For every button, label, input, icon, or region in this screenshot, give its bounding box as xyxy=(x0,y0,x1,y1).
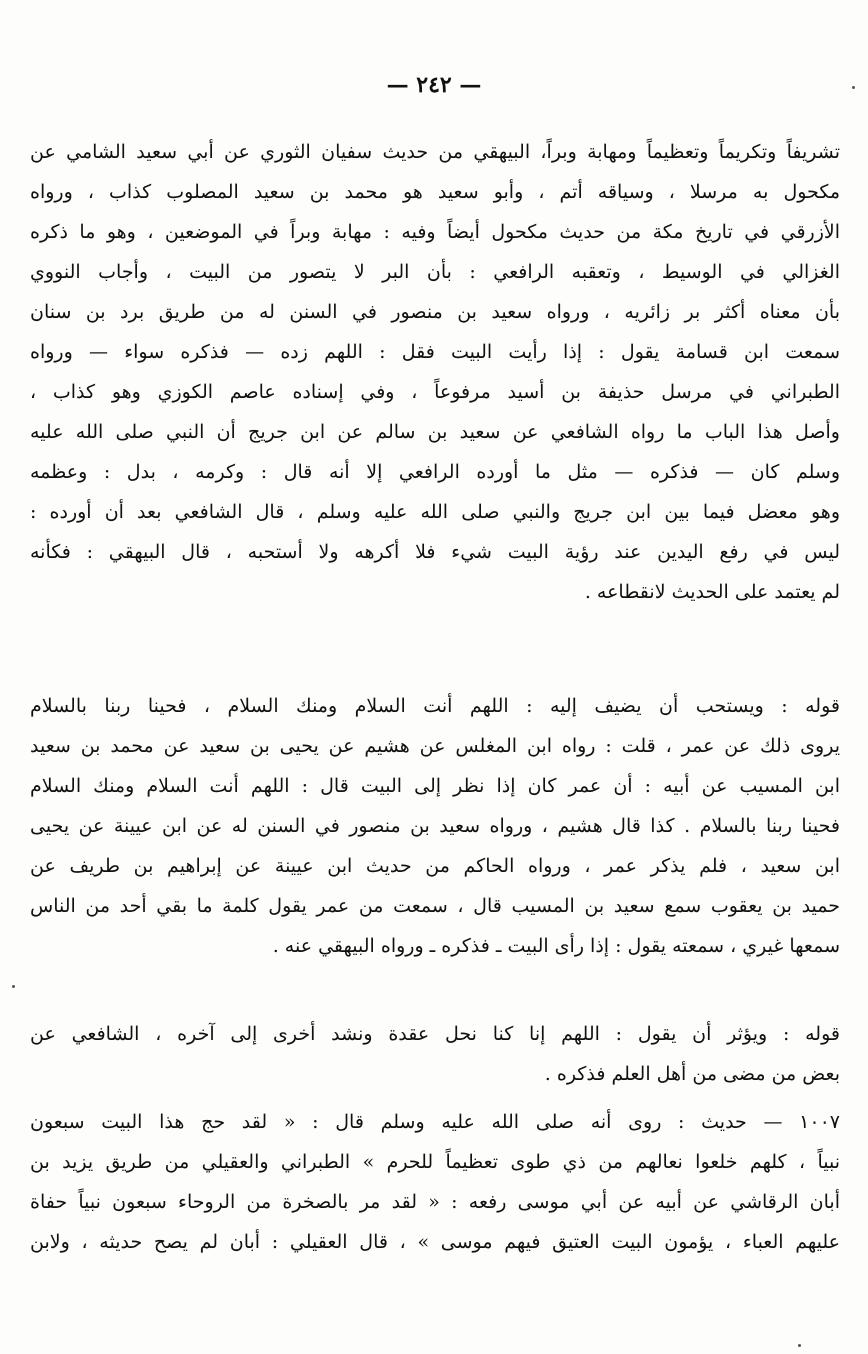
paragraph-1 xyxy=(30,132,840,612)
text-line: بعض من مضى من أهل العلم فذكره . xyxy=(544,1063,840,1085)
text-line: ١٠٠٧ — حديث : روى أنه صلى الله عليه وسلم قال : « لقد حج هذا البيت سبعون xyxy=(30,1111,840,1133)
paragraph-3 xyxy=(30,1014,840,1094)
text-line: وأصل هذا الباب ما رواه الشافعي عن سعيد بن سالم عن ابن جريج أن النبي صلى الله عليه xyxy=(30,421,840,443)
text-line: بأن معناه أكثر بر زائريه ، ورواه سعيد بن منصور في السنن له من طريق برد بن سنان xyxy=(30,301,840,323)
text-line: وسلم كان — فذكره — مثل ما أورده الرافعي إلا أنه قال : وكرمه ، بدل : وعظمه xyxy=(30,461,840,483)
text-line: ليس في رفع اليدين عند رؤية البيت شيء فلا أكرهه ولا أستحبه ، قال البيهقي : فكأنه xyxy=(30,541,840,563)
text-line: ابن المسيب عن أبيه : أن عمر كان إذا نظر إلى البيت قال : اللهم أنت السلام ومنك السلام xyxy=(30,775,840,797)
text-line: وهو معضل فيما بين ابن جريج والنبي صلى الله عليه وسلم ، قال الشافعي بعد أن أورده : xyxy=(30,501,840,523)
text-line: الطبراني في مرسل حذيفة بن أسيد مرفوعاً ، وفي إسناده عاصم الكوزي وهو كذاب ، xyxy=(30,381,840,403)
text-line: نبياً ، كلهم خلعوا نعالهم من ذي طوى تعظيماً للحرم » الطبراني والعقيلي من طريق يزيد بن xyxy=(30,1151,840,1173)
text-line: يروى ذلك عن عمر ، قلت : رواه ابن المغلس عن هشيم عن يحيى بن سعيد عن محمد بن سعيد xyxy=(30,735,840,757)
text-line: مكحول به مرسلا ، وسياقه أتم ، وأبو سعيد هو محمد بن سعيد المصلوب كذاب ، ورواه xyxy=(30,181,840,203)
text-line: لم يعتمد على الحديث لانقطاعه . xyxy=(584,581,840,603)
text-line: قوله : ويؤثر أن يقول : اللهم إنا كنا نحل عقدة ونشد أخرى إلى آخره ، الشافعي عن xyxy=(30,1023,840,1045)
text-line: تشريفاً وتكريماً وتعظيماً ومهابة وبراً، البيهقي من حديث سفيان الثوري عن أبي سعيد الشامي عن xyxy=(30,141,840,163)
text-line: أبان الرقاشي عن أبيه عن أبي موسى رفعه : « لقد مر بالصخرة من الروحاء سبعون نبياً حفاة xyxy=(30,1191,840,1213)
text-line: سمعت ابن قسامة يقول : إذا رأيت البيت فقل : اللهم زده — فذكره سواء — ورواه xyxy=(30,341,840,363)
text-line: حميد بن يعقوب سمع سعيد بن المسيب قال ، سمعت من عمر يقول كلمة ما بقي أحد من الناس xyxy=(30,895,840,917)
text-line: فحينا ربنا بالسلام . كذا قال هشيم ، ورواه سعيد بن منصور في السنن له عن ابن عيينة عن يحيى xyxy=(30,815,840,837)
scan-speck xyxy=(798,1344,801,1347)
page-number: — ٢٤٢ — xyxy=(386,72,482,98)
paragraph-2 xyxy=(30,686,840,966)
text-line: سمعها غيري ، سمعته يقول : إذا رأى البيت ـ فذكره ـ ورواه البيهقي عنه . xyxy=(272,935,840,957)
text-line: عليهم العباء ، يؤمون البيت العتيق فيهم موسى » ، قال العقيلي : أبان لم يصح حديثه ، ولابن xyxy=(30,1231,840,1253)
text-line: الأزرقي في تاريخ مكة من حديث مكحول أيضاً وفيه : مهابة وبراً في الموضعين ، وهو ما ذكره xyxy=(30,221,840,243)
text-line: الغزالي في الوسيط ، وتعقبه الرافعي : بأن البر لا يتصور من البيت ، وأجاب النووي xyxy=(30,261,840,283)
paragraph-4 xyxy=(30,1102,840,1262)
scan-speck xyxy=(12,985,15,988)
scan-speck xyxy=(852,86,855,89)
text-line: ابن سعيد ، فلم يذكر عمر ، ورواه الحاكم من حديث ابن عيينة عن إبراهيم بن طريف عن xyxy=(30,855,840,877)
text-line: قوله : ويستحب أن يضيف إليه : اللهم أنت السلام ومنك السلام ، فحينا ربنا بالسلام xyxy=(30,695,840,717)
